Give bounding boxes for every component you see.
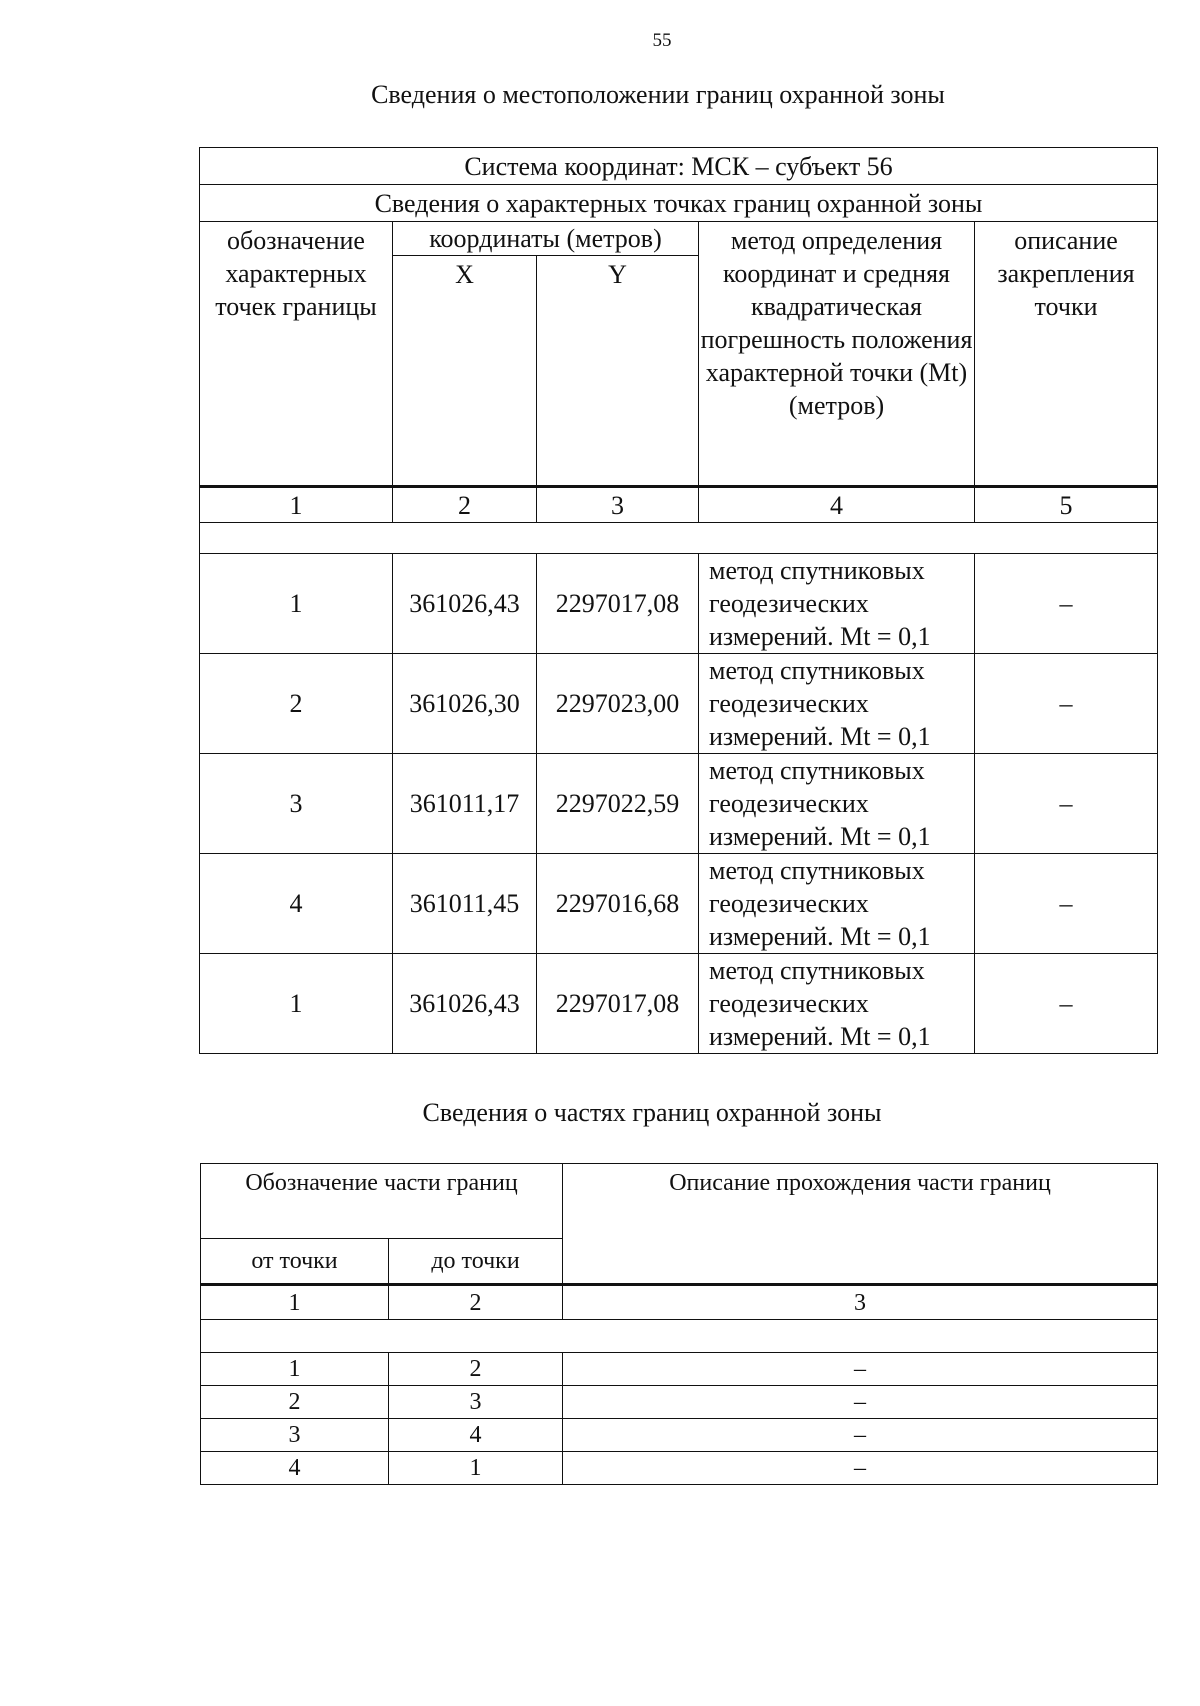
fixing-cell: – bbox=[975, 754, 1158, 854]
table-row bbox=[201, 1386, 1158, 1419]
method-cell: метод спутниковых геодезических измерений. Mt = 0,1 bbox=[699, 954, 975, 1054]
method-cell: метод спутниковых геодезических измерений. Mt = 0,1 bbox=[699, 854, 975, 954]
column-number: 2 bbox=[393, 487, 537, 523]
point-number: 2 bbox=[200, 654, 393, 754]
table-row bbox=[201, 1419, 1158, 1452]
from-point: 2 bbox=[201, 1386, 389, 1419]
header-fixing-description: описание закрепления точки bbox=[975, 222, 1158, 487]
fixing-cell: – bbox=[975, 954, 1158, 1054]
column-number: 4 bbox=[699, 487, 975, 523]
table-row bbox=[200, 954, 1158, 1054]
coordinate-y: 2297023,00 bbox=[537, 654, 699, 754]
table-row bbox=[200, 754, 1158, 854]
coordinate-x: 361011,45 bbox=[393, 854, 537, 954]
to-point: 1 bbox=[389, 1452, 563, 1485]
column-number-row bbox=[201, 1285, 1158, 1320]
to-point: 3 bbox=[389, 1386, 563, 1419]
part-description: – bbox=[563, 1353, 1158, 1386]
column-number: 3 bbox=[537, 487, 699, 523]
method-cell: метод спутниковых геодезических измерений. Mt = 0,1 bbox=[699, 654, 975, 754]
column-number: 5 bbox=[975, 487, 1158, 523]
column-number: 2 bbox=[389, 1285, 563, 1320]
coordinate-x: 361011,17 bbox=[393, 754, 537, 854]
coordinate-x: 361026,43 bbox=[393, 554, 537, 654]
column-number: 1 bbox=[201, 1285, 389, 1320]
column-number: 3 bbox=[563, 1285, 1158, 1320]
method-cell: метод спутниковых геодезических измерений. Mt = 0,1 bbox=[699, 754, 975, 854]
part-description: – bbox=[563, 1452, 1158, 1485]
table-row bbox=[201, 1452, 1158, 1485]
section-heading-boundary-parts: Сведения о частях границ охранной зоны bbox=[422, 1098, 882, 1127]
point-number: 4 bbox=[200, 854, 393, 954]
part-description: – bbox=[563, 1419, 1158, 1452]
part-description: – bbox=[563, 1386, 1158, 1419]
table-row bbox=[200, 654, 1158, 754]
from-point: 3 bbox=[201, 1419, 389, 1452]
header-from-point: от точки bbox=[201, 1239, 389, 1285]
empty-row bbox=[201, 1320, 1158, 1353]
coordinate-y: 2297016,68 bbox=[537, 854, 699, 954]
table-row bbox=[201, 1353, 1158, 1386]
header-point-designation: обозначение характерных точек границы bbox=[200, 222, 393, 487]
empty-row bbox=[200, 523, 1158, 554]
coordinate-x: 361026,30 bbox=[393, 654, 537, 754]
header-y: Y bbox=[537, 256, 699, 487]
column-number-row bbox=[200, 487, 1158, 523]
header-part-designation: Обозначение части границ bbox=[201, 1164, 563, 1239]
boundary-points-table bbox=[199, 147, 1158, 1054]
column-number: 1 bbox=[200, 487, 393, 523]
page-number: 55 bbox=[652, 30, 672, 51]
boundary-parts-table bbox=[200, 1163, 1158, 1485]
header-x: X bbox=[393, 256, 537, 487]
method-cell: метод спутниковых геодезических измерений. Mt = 0,1 bbox=[699, 554, 975, 654]
to-point: 4 bbox=[389, 1419, 563, 1452]
coordinate-y: 2297017,08 bbox=[537, 554, 699, 654]
points-table-subtitle: Сведения о характерных точках границ охранной зоны bbox=[200, 185, 1158, 222]
from-point: 1 bbox=[201, 1353, 389, 1386]
point-number: 1 bbox=[200, 554, 393, 654]
header-to-point: до точки bbox=[389, 1239, 563, 1285]
coordinate-y: 2297022,59 bbox=[537, 754, 699, 854]
fixing-cell: – bbox=[975, 654, 1158, 754]
to-point: 2 bbox=[389, 1353, 563, 1386]
header-part-description: Описание прохождения части границ bbox=[563, 1164, 1158, 1285]
coordinate-system-label: Система координат: МСК – субъект 56 bbox=[200, 148, 1158, 185]
from-point: 4 bbox=[201, 1452, 389, 1485]
coordinate-x: 361026,43 bbox=[393, 954, 537, 1054]
table-row bbox=[200, 554, 1158, 654]
section-heading-boundary-location: Сведения о местоположении границ охранной зоны bbox=[371, 80, 945, 109]
fixing-cell: – bbox=[975, 854, 1158, 954]
point-number: 3 bbox=[200, 754, 393, 854]
fixing-cell: – bbox=[975, 554, 1158, 654]
coordinate-y: 2297017,08 bbox=[537, 954, 699, 1054]
table-row bbox=[200, 854, 1158, 954]
header-coordinates: координаты (метров) bbox=[393, 222, 699, 256]
header-method: метод определения координат и средняя квадратическая погрешность положения характерной точки (Mt) (метров) bbox=[699, 222, 975, 487]
point-number: 1 bbox=[200, 954, 393, 1054]
